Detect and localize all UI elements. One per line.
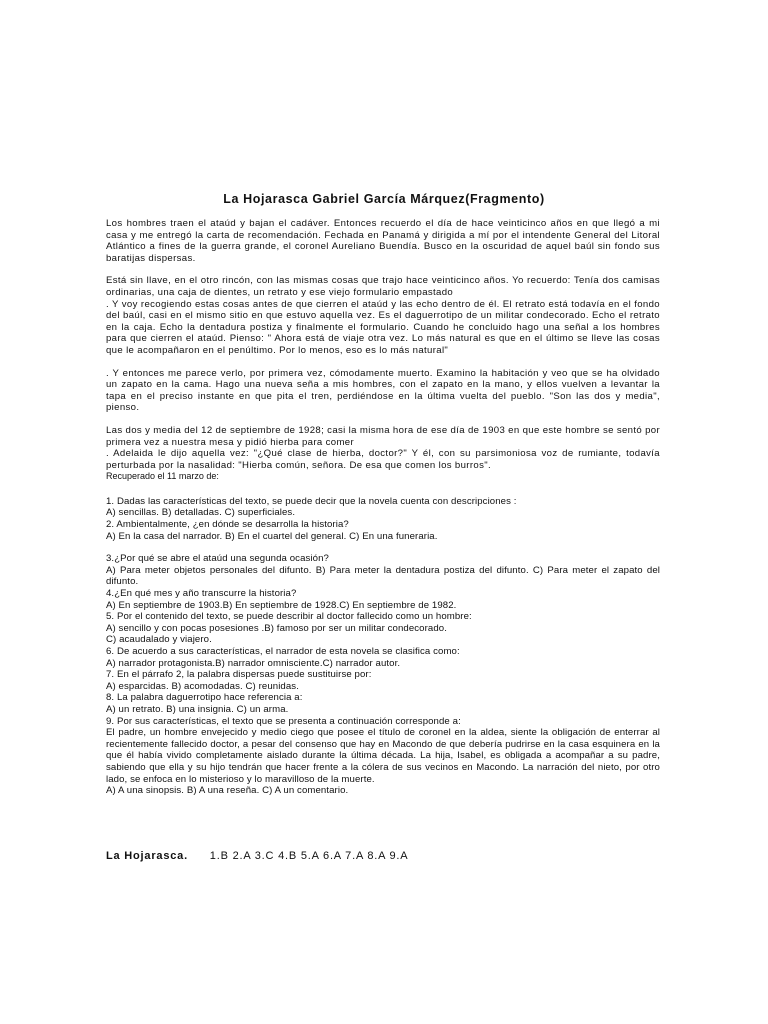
question-options: A) esparcidas. B) acomodadas. C) reunidas. bbox=[106, 680, 299, 692]
question-options: A) A una sinopsis. B) A una reseña. C) A un comentario. bbox=[106, 785, 349, 797]
question: 1. Dadas las características del texto, se puede decir que la novela cuenta con descripciones : bbox=[106, 495, 517, 507]
answer-key bbox=[106, 850, 408, 862]
question: 6. De acuerdo a sus características, el narrador de esta novela se clasifica como: bbox=[106, 646, 460, 657]
question: 8. La palabra daguerrotipo hace referencia a: bbox=[106, 692, 303, 704]
page-title: La Hojarasca Gabriel García Márquez(Fragmento) bbox=[223, 192, 545, 206]
question: 3.¿Por qué se abre el ataúd una segunda ocasión? bbox=[106, 553, 329, 565]
paragraph: Los hombres traen el ataúd y bajan el cadáver. Entonces recuerdo el día de hace veinticinco años en que llegó a mi casa y me entregó la carta de recomendación. Fechada en Panamá y dirigida a mí por el intendente General del Litoral Atlántico a fines de la guerra grande, el coronel Aureliano Buendía. Busco en la oscuridad de aquel baúl sin fondo sus baratijas dispersas. bbox=[106, 218, 660, 264]
synopsis-text: El padre, un hombre envejecido y medio ciego que posee el título de coronel en la aldea, siente la obligación de enterrar al recientemente fallecido doctor, a pesar del consenso que hay en Macondo de que debería pudrirse en la casa esquinera en la que él había vivido completamente aislado durante la última década. La hija, Isabel, es obligada a acompañar a su padre, sabiendo que ella y su hijo tendrán que hacer frente a la cólera de sus vecinos en Macondo. La narración del nieto, por otro lado, se enfoca en lo misterioso y lo maravilloso de la muerte. bbox=[106, 727, 660, 785]
paragraph: . Y voy recogiendo estas cosas antes de que cierren el ataúd y las echo dentro de él. El retrato está todavía en el fondo del baúl, casi en el mismo sitio en que estuvo aquella vez. Es el daguerrotipo de un militar condecorado. Echo el retrato en la caja. Echo la dentadura postiza y finalmente el formulario. Cuando he concluido hago una señal a los hombres para que cierren el ataúd. Pienso: " Ahora está de viaje otra vez. Lo más natural es que en el último se lleve las cosas que le acompañaron en el penúltimo. Por lo menos, eso es lo más natural" bbox=[106, 298, 660, 356]
question: 7. En el párrafo 2, la palabra dispersas puede sustituirse por: bbox=[106, 669, 372, 681]
question-options: A) Para meter objetos personales del difunto. B) Para meter la dentadura postiza del difunto. C) Para meter el zapato del difunto. bbox=[106, 564, 660, 588]
paragraph: Está sin llave, en el otro rincón, con las mismas cosas que trajo hace veinticinco años. Yo recuerdo: Tenía dos camisas ordinarias, una caja de dientes, un retrato y ese viejo formulario empastado bbox=[106, 275, 660, 298]
question-options: A) narrador protagonista.B) narrador omnisciente.C) narrador autor. bbox=[106, 657, 401, 669]
question-options: A) sencillas. B) detalladas. C) superficiales. bbox=[106, 507, 296, 519]
question-options: A) En septiembre de 1903.B) En septiembre de 1928.C) En septiembre de 1982. bbox=[106, 599, 457, 611]
question: 9. Por sus características, el texto que se presenta a continuación corresponde a: bbox=[106, 715, 461, 727]
question-options: A) un retrato. B) una insignia. C) un arma. bbox=[106, 703, 289, 715]
paragraph: Las dos y media del 12 de septiembre de 1928; casi la misma hora de ese día de 1903 en que este hombre se sentó por primera vez a nuestra mesa y pidió hierba para comer bbox=[106, 424, 660, 448]
question-options: A) sencillo y con pocas posesiones .B) famoso por ser un militar condecorado. bbox=[106, 622, 447, 634]
question-options: A) En la casa del narrador. B) En el cuartel del general. C) En una funeraria. bbox=[106, 530, 438, 542]
paragraph: . Y entonces me parece verlo, por primera vez, cómodamente muerto. Examino la habitación y veo que se ha olvidado un zapato en la cama. Hago una nueva seña a mis hombres, con el zapato en la mano, y ellos vuelven a levantar la tapa en el preciso instante en que pita el tren, perdiéndose en la última vuelta del pueblo. "Son las dos y media", pienso. bbox=[106, 367, 660, 414]
question-options: C) acaudalado y viajero. bbox=[106, 634, 212, 646]
paragraph: . Adelaida le dijo aquella vez: "¿Qué clase de hierba, doctor?" Y él, con su parsimoniosa voz de rumiante, todavía perturbada por la nasalidad: "Hierba común, señora. De esa que comen los burros". bbox=[106, 448, 660, 471]
answer-key-label: La Hojarasca. bbox=[106, 850, 188, 862]
recovered-note: Recuperado el 11 marzo de: bbox=[106, 471, 219, 482]
document-body bbox=[106, 218, 660, 797]
question: 2. Ambientalmente, ¿en dónde se desarrolla la historia? bbox=[106, 519, 349, 531]
question: 4.¿En qué mes y año transcurre la historia? bbox=[106, 588, 297, 600]
question: 5. Por el contenido del texto, se puede describir al doctor fallecido como un hombre: bbox=[106, 611, 472, 623]
answer-key-values: 1.B 2.A 3.C 4.B 5.A 6.A 7.A 8.A 9.A bbox=[209, 850, 409, 862]
